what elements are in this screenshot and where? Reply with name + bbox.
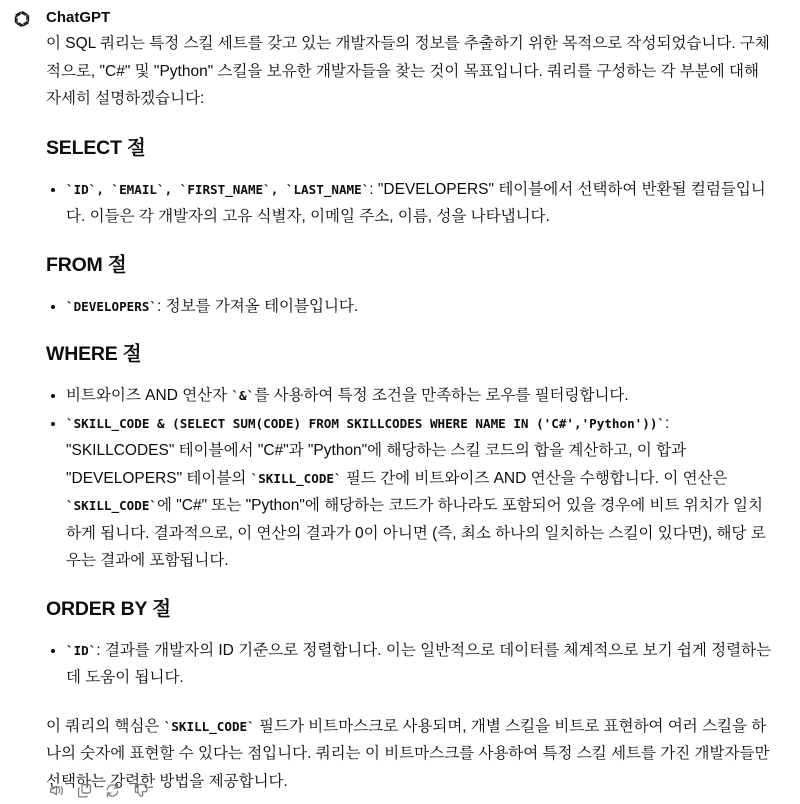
list-item: • `ID`, `EMAIL`, `FIRST_NAME`, `LAST_NAME`: "DEVELOPERS" 테이블에서 선택하여 반환될 컬럼들입니다. 이들은 각 개발자의 고유 식별자, 이메일 주소, 이름, 성을 나타냅니다.	[66, 176, 774, 231]
copy-icon	[76, 782, 93, 799]
summary-paragraph: 이 쿼리의 핵심은 `SKILL_CODE` 필드가 비트마스크로 사용되며, 개별 스킬을 비트로 표현하여 여러 스킬을 하나의 숫자에 표현할 수 있다는 점입니다. 쿼리는 이 비트마스크를 사용하여 특정 스킬 세트를 가진 개발자들만 선택하는 강력한 방법을 제공합니다.	[46, 717, 770, 790]
read-aloud-button[interactable]	[46, 780, 66, 800]
list-item: • `SKILL_CODE & (SELECT SUM(CODE) FROM SKILLCODES WHERE NAME IN ('C#','Python'))`: "SKILLCODES" 테이블에서 "C#"과 "Python"에 해당하는 스킬 코드의 합을 계산하고, 이 합과 "DEVELOPERS" 테이블의 `SKILL_CODE` 필드 간에 비트와이즈 AND 연산을 수행합니다. 이 연산은 `SKILL_CODE`에 "C#" 또는 "Python"에 해당하는 코드가 하나라도 포함되어 있을 경우에 비트 위치가 일치하게 됩니다. 결과적으로, 이 연산의 결과가 0이 아니면 (즉, 최소 하나의 일치하는 스킬이 있다면), 해당 로우는 결과에 포함됩니다.	[66, 410, 774, 575]
inline-code: `ID`, `EMAIL`, `FIRST_NAME`, `LAST_NAME`	[66, 181, 370, 197]
bad-response-button[interactable]	[130, 780, 150, 800]
regenerate-button[interactable]	[102, 780, 122, 800]
inline-code: `SKILL_CODE`	[66, 498, 157, 513]
heading-select: SELECT 절	[46, 136, 146, 159]
from-list	[46, 293, 774, 321]
heading-where: WHERE 절	[46, 343, 142, 365]
intro-paragraph: 이 SQL 쿼리는 특정 스킬 세트를 갖고 있는 개발자들의 정보를 추출하기 위한 목적으로 작성되었습니다. 구체적으로, "C#" 및 "Python" 스킬을 보유한 개발자들을 찾는 것이 목표입니다. 쿼리를 구성하는 각 부분에 대해 자세히 설명하겠습니다:	[46, 35, 770, 107]
chatgpt-logo-icon	[12, 9, 32, 29]
heading-order-by: ORDER BY 절	[46, 597, 171, 620]
where-list	[46, 382, 774, 575]
inline-code: `SKILL_CODE`	[163, 718, 255, 734]
regenerate-icon	[104, 782, 121, 799]
list-item: • `DEVELOPERS`: 정보를 가져올 테이블입니다.	[66, 293, 774, 321]
order-by-list	[46, 637, 774, 692]
message-author: ChatGPT	[46, 9, 111, 26]
inline-code: `SKILL_CODE & (SELECT SUM(CODE) FROM SKILLCODES WHERE NAME IN ('C#','Python'))`	[66, 415, 665, 431]
inline-code: `SKILL_CODE`	[250, 470, 342, 486]
message-content	[46, 30, 774, 795]
inline-code: `ID`	[66, 642, 97, 658]
copy-button[interactable]	[74, 780, 94, 800]
list-item: • `ID`: 결과를 개발자의 ID 기준으로 정렬합니다. 이는 일반적으로 데이터를 체계적으로 보기 쉽게 정렬하는 데 도움이 됩니다.	[66, 637, 774, 692]
inline-code: `&`	[231, 388, 255, 403]
speaker-icon	[48, 782, 65, 799]
inline-code: `DEVELOPERS`	[66, 298, 157, 314]
list-item: • 비트와이즈 AND 연산자 `&`를 사용하여 특정 조건을 만족하는 로우를 필터링합니다.	[66, 382, 774, 410]
select-list	[46, 176, 774, 231]
thumbs-down-icon	[132, 782, 149, 799]
message-actions	[46, 780, 150, 800]
heading-from: FROM 절	[46, 253, 127, 276]
